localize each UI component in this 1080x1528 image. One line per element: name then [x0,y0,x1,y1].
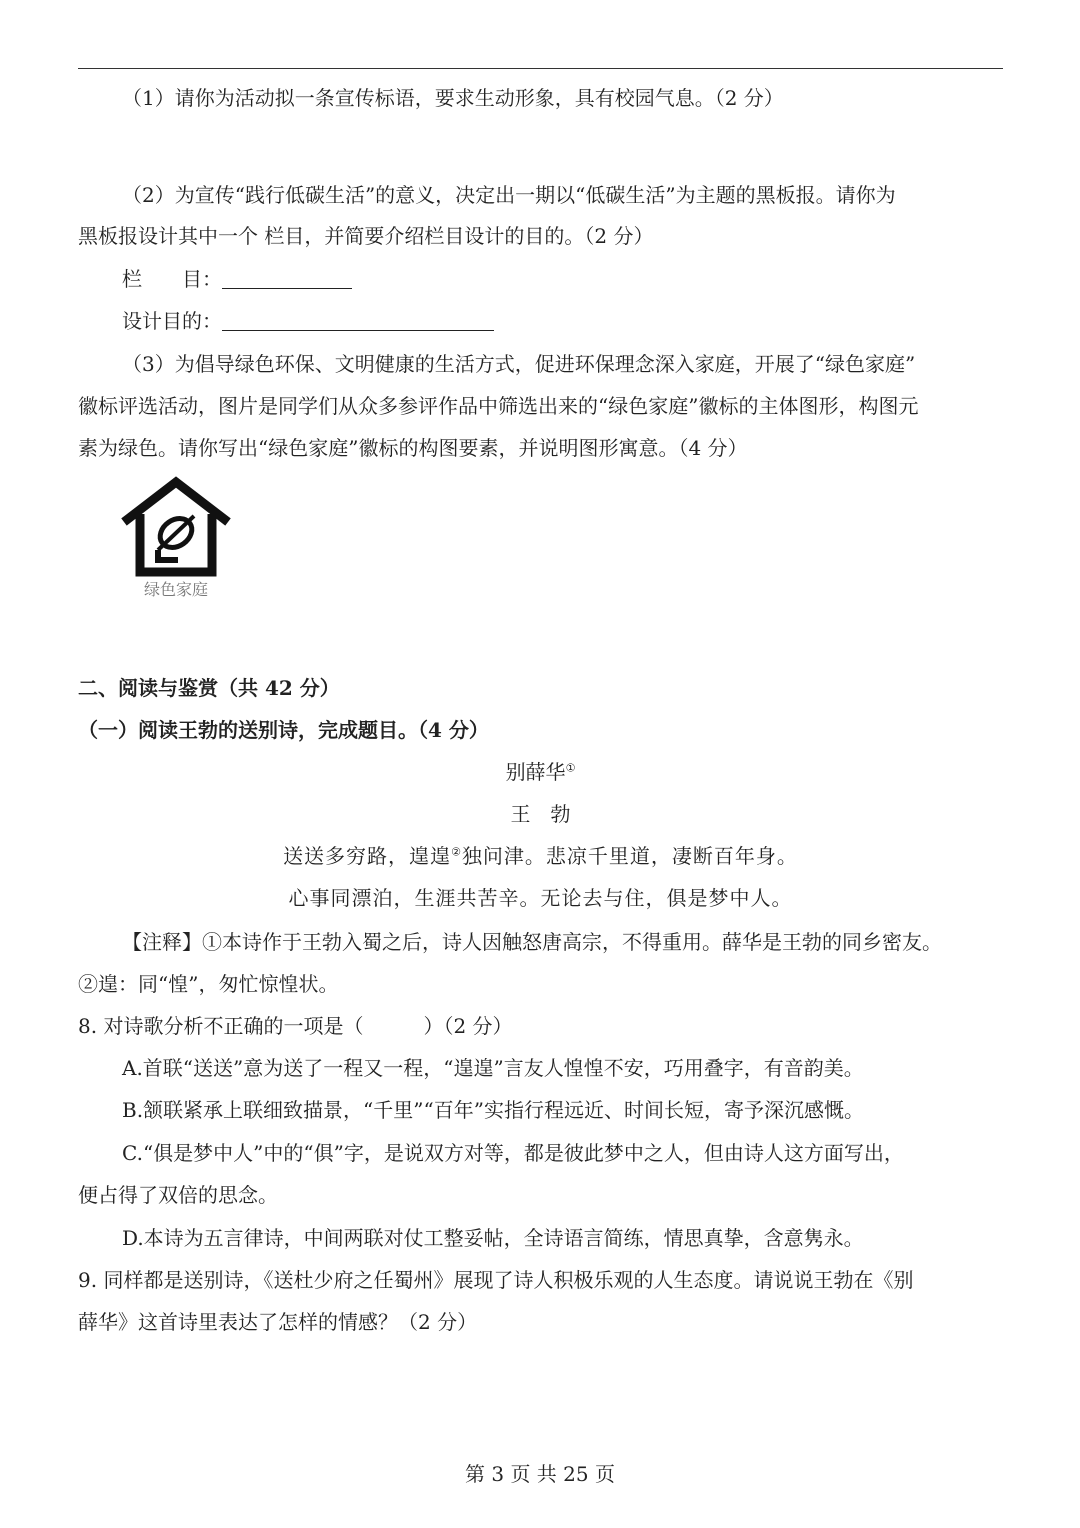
poem-line-2: 心事同漂泊，生涯共苦辛。无论去与住，俱是梦中人。 [288,886,793,910]
question-3-line-2: 徽标评选活动，图片是同学们从众多参评作品中筛选出来的“绿色家庭”徽标的主体图形，构图元 [78,394,919,418]
poem-title-text: 别薛华 [505,760,566,784]
question-8-option-d: D.本诗为五言律诗，中间两联对仗工整妥帖，全诗语言简练，情思真挚，含意隽永。 [122,1226,864,1250]
question-8: 8. 对诗歌分析不正确的一项是（ ）（2 分） [78,1014,513,1038]
page-footer: 第 3 页 共 25 页 [465,1462,615,1486]
poem-line-1-footnote-mark: ② [451,845,462,859]
question-3-line-3: 素为绿色。请你写出“绿色家庭”徽标的构图要素，并说明图形寓意。（4 分） [78,436,748,460]
question-8-option-c-line-2: 便占得了双倍的思念。 [78,1183,278,1207]
question-8-option-c-line-1: C.“俱是梦中人”中的“俱”字，是说双方对等，都是彼此梦中之人，但由诗人这方面写出， [122,1141,904,1165]
logo-caption: 绿色家庭 [143,580,208,599]
question-2-line-1: （2）为宣传“践行低碳生活”的意义，决定出一期以“低碳生活”为主题的黑板报。请你为 [122,183,896,207]
poem-title-footnote-mark: ① [565,761,576,775]
annotation-line-2: ②遑：同“惶”，匆忙惊惶状。 [78,972,339,996]
question-8-option-a: A.首联“送送”意为送了一程又一程，“遑遑”言友人惶惶不安，巧用叠字，有音韵美。 [122,1056,864,1080]
question-8-option-b: B.颔联紧承上联细致描景，“千里”“百年”实指行程远近、时间长短，寄予深沉感慨。 [122,1098,864,1122]
question-3-line-1: （3）为倡导绿色环保、文明健康的生活方式，促进环保理念深入家庭，开展了“绿色家庭” [122,352,916,376]
purpose-blank[interactable] [222,310,494,331]
question-9-line-2: 薛华》这首诗里表达了怎样的情感？（2 分） [78,1310,478,1334]
part-1-title: （一）阅读王勃的送别诗，完成题目。（4 分） [78,718,489,742]
column-answer-row [122,265,1003,293]
column-blank[interactable] [222,268,352,289]
poem-title [78,758,1003,786]
column-label: 栏 目： [122,267,222,291]
purpose-answer-row [122,307,1003,335]
poem-line-1-part-a: 送送多穷路，遑遑 [283,844,452,868]
header-rule [78,68,1003,69]
purpose-label: 设计目的： [122,309,222,333]
annotation-line-1: 【注释】①本诗作于王勃入蜀之后，诗人因触怒唐高宗，不得重用。薛华是王勃的同乡密友。 [122,930,942,954]
question-9-line-1: 9. 同样都是送别诗，《送杜少府之任蜀州》展现了诗人积极乐观的人生态度。请说说王勃在《别 [78,1268,914,1292]
green-home-logo [118,476,234,606]
question-1: （1）请你为活动拟一条宣传标语，要求生动形象，具有校园气息。（2 分） [122,86,784,110]
house-leaf-icon [118,476,234,582]
poem-line-1-part-b: 独问津。悲凉千里道，凄断百年身。 [461,844,798,868]
section-2-title: 二、阅读与鉴赏（共 42 分） [78,676,340,700]
poem-line-1 [78,842,1003,870]
question-2-line-2: 黑板报设计其中一个 栏目，并简要介绍栏目设计的目的。（2 分） [78,224,654,248]
poem-author: 王 勃 [510,802,571,826]
